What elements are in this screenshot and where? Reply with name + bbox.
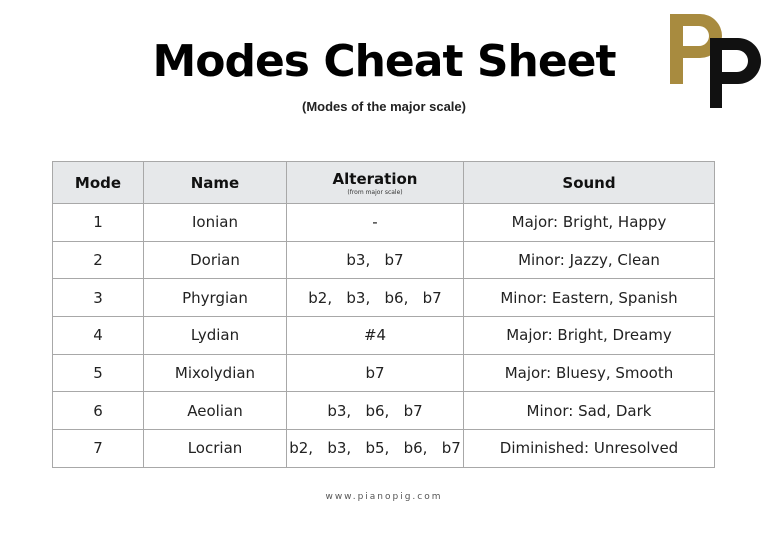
- page-title: Modes Cheat Sheet: [152, 36, 616, 87]
- table-row: [53, 354, 715, 392]
- logo-black-p-stem: [710, 38, 722, 108]
- cell-sound: Major: Bluesy, Smooth: [464, 354, 715, 392]
- cell-mode-name: Dorian: [144, 241, 287, 279]
- table-row: [53, 204, 715, 242]
- cell-sound: Minor: Eastern, Spanish: [464, 279, 715, 317]
- page-subtitle: (Modes of the major scale): [302, 99, 466, 114]
- website-footer: www.pianopig.com: [325, 492, 443, 502]
- cell-mode-number: 4: [53, 317, 144, 355]
- alteration-note: (from major scale): [347, 188, 403, 196]
- pp-logo-mark: [666, 12, 766, 112]
- cell-sound: Major: Bright, Happy: [464, 204, 715, 242]
- table-row: [53, 317, 715, 355]
- cell-mode-name: Ionian: [144, 204, 287, 242]
- cell-mode-name: Lydian: [144, 317, 287, 355]
- cell-alteration: #4: [287, 317, 464, 355]
- cell-mode-name: Mixolydian: [144, 354, 287, 392]
- cell-sound: Minor: Sad, Dark: [464, 392, 715, 430]
- cell-mode-number: 2: [53, 241, 144, 279]
- table-row: [53, 392, 715, 430]
- table-row: [53, 430, 715, 468]
- logo-black-p-bowl: [722, 38, 761, 84]
- table-row: [53, 279, 715, 317]
- cell-sound: Minor: Jazzy, Clean: [464, 241, 715, 279]
- cell-sound: Diminished: Unresolved: [464, 430, 715, 468]
- cell-mode-number: 7: [53, 430, 144, 468]
- table-row: [53, 241, 715, 279]
- column-header-alteration-label: Alteration: [332, 169, 418, 188]
- cell-mode-number: 5: [53, 354, 144, 392]
- cell-alteration: b2, b3, b5, b6, b7: [287, 430, 464, 468]
- modes-table: [52, 161, 715, 468]
- cell-alteration: b3, b7: [287, 241, 464, 279]
- cell-alteration: b3, b6, b7: [287, 392, 464, 430]
- cell-alteration: -: [287, 204, 464, 242]
- cell-mode-number: 1: [53, 204, 144, 242]
- table-header-row: [53, 162, 715, 204]
- column-header-sound: Sound: [464, 162, 715, 204]
- cell-sound: Major: Bright, Dreamy: [464, 317, 715, 355]
- logo-gold-p-stem: [670, 14, 683, 84]
- column-header-alteration: [287, 162, 464, 204]
- cell-alteration: b2, b3, b6, b7: [287, 279, 464, 317]
- cell-mode-name: Locrian: [144, 430, 287, 468]
- column-header-mode: Mode: [53, 162, 144, 204]
- cell-alteration: b7: [287, 354, 464, 392]
- pianopig-logo: [666, 12, 766, 112]
- cell-mode-number: 6: [53, 392, 144, 430]
- column-header-name: Name: [144, 162, 287, 204]
- cell-mode-name: Phyrgian: [144, 279, 287, 317]
- cell-mode-name: Aeolian: [144, 392, 287, 430]
- cell-mode-number: 3: [53, 279, 144, 317]
